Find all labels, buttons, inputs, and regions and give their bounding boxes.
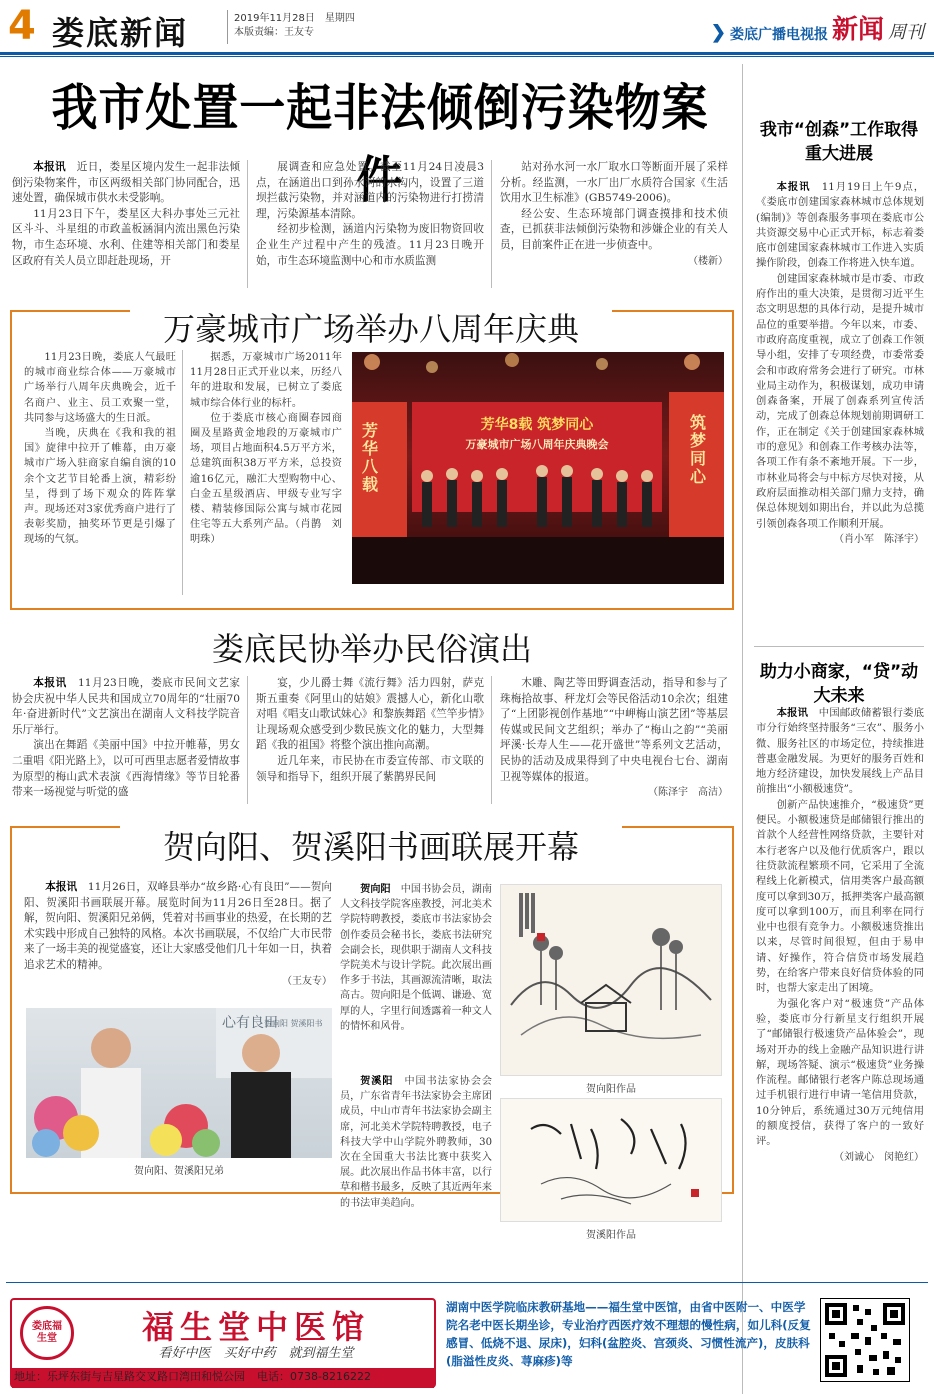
side2-headline: 助力小商家，“贷”动大未来 [759,662,919,706]
frame-top-left [10,310,130,312]
ad-contact [14,1368,434,1384]
article3-col2 [256,676,484,806]
article3-headline: 娄底民协举办民俗演出 [211,630,532,668]
lead-label: 本报讯 [33,161,66,173]
article-credit: （楼新） [688,255,728,267]
stage-title: 芳华8载 筑梦同心 [480,417,594,433]
header-rule-thin [0,56,934,57]
masthead-right [711,14,924,44]
paragraph: 经初步检测，涵道内污染物为废旧物资回收企业生产过程中产生的残渣。11月23日晚开始，市生态环境监测中心和市水质监测 [256,223,484,267]
paragraph: 位于娄底市核心商圈春园商圈及星路黄金地段的万豪城市广场，项目占地面积4.5万平方米，总建筑面积38万平方米，总投资逾16亿元，融汇大型购物中心、白金五星级酒店、甲级专业写字楼、精装修国际公寓与城市花园住宅等五大系列产品。 [190,412,342,531]
article-credit: （肖小军 陈泽宇） [834,533,924,545]
landscape-painting-illustration [501,885,723,1077]
paragraph: 近日，娄星区境内发生一起非法倾倒污染物案件，市区两级相关部门协同配合，迅速处置，确保城市供水未受影响。 [12,161,241,205]
paragraph: 中国书协会员，湖南人文科技学院客座教授，河北美术学院特聘教授，娄底市书法家协会创作委员会秘书长，娄底书法研究会副会长，现供职于湖南人文科技学院美术与设计学院。此次展出画作多于书法，其画源流清晰，取法高古。贺向阳是个低调、谦逊、宽厚的人，字里行间透露着一种文人的情怀和风骨。 [340,884,493,1032]
bio2 [340,1074,493,1209]
stage-subtitle: 万豪城市广场八周年庆典晚会 [465,438,609,451]
article2-col2 [190,350,342,595]
frame-top-right [622,826,734,828]
brothers-illustration [26,1008,332,1158]
ad-clinic-name: 福生堂中医馆 [141,1308,370,1346]
bio-name: 贺溪阳 [360,1076,394,1087]
celebration-photo [352,352,724,584]
article-credit: （刘诚心 闵艳红） [834,1151,924,1163]
paragraph: 近几年来，市民协在市委宣传部、市文联的领导和指导下，组织开展了紫鹊界民间 [256,754,484,783]
paragraph: 11月19日上午9点，《娄底市创建国家森林城市总体规划(编制)》等创森服务事项在娄底市公共资源交易中心正式开标，标志着娄底市创建国家森林城市工作进入实质操作阶段，创森工作将进入快车道。 [756,181,925,270]
ad-phone: 电话：0738-8216222 [257,1370,371,1383]
page-number: 4 [8,3,36,49]
frame-top-right [612,310,734,312]
calligraphy-painting-illustration [501,1099,723,1223]
section-title: 娄底新闻 [52,14,189,52]
lead-label: 本报讯 [33,677,67,689]
ad-description: 湖南中医学院临床教研基地——福生堂中医馆，由省中医附一、中医学院名老中医长期坐诊，专业治疗西医疗效不理想的慢性病，如儿科(反复感冒、低烧不退、尿床)，妇科(盆腔炎、宫颈炎、习惯性流产)，皮肤科(脂溢性皮炎、荨麻疹)等 [446,1300,811,1368]
right-banner: 筑梦同心 [690,413,707,486]
station-name: 娄底广播电视报 [729,27,828,43]
issue-date: 2019年11月28日 星期四 [234,13,355,24]
article3-col1 [12,676,240,806]
painting1-caption: 贺向阳作品 [586,1084,636,1095]
backdrop-text: 心有良田 [222,1015,278,1031]
lead-label: 本报讯 [45,881,78,893]
brothers-photo [26,1008,332,1158]
frame-top-left [10,826,120,828]
paragraph: 创新产品快速推介，“极速贷”更便民。小额极速贷是邮储银行推出的首款个人经营性网络贷款，主要针对本行老客户以及他行优质客户，跟以往贷款流程繁琐不同，它采用了全流程线上化新模式，信用类客户最高额度可以拿到30万，抵押类客户最高额度可以拿到100万，而且利率在同行业中也很有竞争力。小额极速贷推出以来，尽管时间很短，但由于易申请、好操作，符合信贷市场发展趋势，在给客户带来良好信贷体验的同时，也帮大家走出了困境。 [756,798,924,995]
paragraph: 宴，少儿爵士舞《流行舞》活力四射，萨克斯五重奏《阿里山的姑娘》震撼人心，新化山歌对唱《唱支山歌试妹心》和黎族舞蹈《竺竿步情》让现场观众感受到少数民族文化的魅力，大型舞蹈《我的祖国》将整个演出推向高潮。 [256,677,484,752]
article1-headline: 我市处置一起非法倾倒污染物案件 [51,79,709,209]
paragraph: 为强化客户对“极速贷”产品体验，娄底市分行新星支行组织开展了“邮储银行极速贷产品体验会”，现场对开办的线上金融产品知识进行讲解，现场答疑、演示“极速贷”业务操作流程。邮储银行老客户陈总现场通过手机银行进行申请一笔信用贷款，10分钟后，系统通过30万元纯信用的额度授信，获得了客户的一致好评。 [756,997,924,1148]
article1-col2 [256,160,484,288]
paragraph: 11月26日，双峰县举办“故乡路·心有良田”——贺向阳、贺溪阳书画联展开幕。展览时间为11月26日至28日。据了解，贺向阳、贺溪阳兄弟俩，凭着对书画事业的热爱，在长期的艺术实践中形成自己独特的风格。本次书画联展，不仅给广大市民带来了一场丰美的视觉盛宴，还让大家感受他们几十年如一日，执着追求艺术的精神。 [24,881,333,971]
bio1 [340,882,492,1062]
chevron-icon: ❯ [710,22,726,43]
header-date-block [234,12,355,40]
bio-name: 贺向阳 [360,884,391,895]
ad-seal-text: 娄底福生堂 [32,1321,62,1344]
side1-headline: 我市“创森”工作取得重大进展 [759,120,919,164]
article4-intro [24,880,332,1008]
header-separator [227,10,228,44]
lead-label: 本报讯 [776,181,811,193]
article3-col3 [500,676,728,806]
column-rule [182,350,183,595]
article2-headline: 万豪城市广场举办八周年庆典 [162,310,579,348]
lead-label: 本报讯 [776,707,809,719]
paragraph: 11月23日下午，娄星区大科办事处三元社区斗斗、斗星组的市政盖板涵洞内流出黑色污染物，市生态环境、水利、住建等相关部门和娄星区政府有关人员立即赶赴现场，开 [12,207,240,267]
paragraph: 经公安、生态环境部门调查摸排和技术侦查，已抓获非法倾倒污染物和涉嫌企业的有关人员，目前案件正在进一步侦查中。 [500,207,728,251]
article1-col1 [12,160,240,288]
column-rule [247,676,248,804]
header-rule [0,52,934,55]
painting2-caption: 贺溪阳作品 [586,1230,636,1241]
paragraph: 中国邮政储蓄银行娄底市分行始终坚持服务“三农”、服务小微、服务社区的市场定位，持续推进普惠金融发展。为更好的服务百姓和地方经济建设，加快发展线上产品目前推出“小额极速贷”。 [756,707,924,796]
sidebar-rule [742,64,743,1394]
editor-credit: 本版责编：王友专 [234,27,314,38]
brothers-caption: 贺向阳、贺溪阳兄弟 [134,1166,224,1177]
backdrop-text-2: 贺向阳 贺溪阳书 [264,1019,323,1028]
article1-col3 [500,160,728,288]
side1-body [756,180,924,640]
article4-headline: 贺向阳、贺溪阳书画联展开幕 [162,828,579,866]
painting2 [500,1098,722,1222]
sidebar-divider [754,646,924,647]
paragraph: 中国书法家协会会员，广东省青年书法家协会主席团成员，中山市青年书法家协会副主席，河北美术学院特聘教授，电子科技大学中山学院外聘教师，30次在全国重大书法比赛中获奖入展。此次展出作品书体丰富，以行草和楷书最多，反映了其近两年来的书法审美趋向。 [340,1076,493,1209]
column-rule [491,160,492,288]
paragraph: 11月23日晚，娄底人气最旺的城市商业综合体——万豪城市广场举行八周年庆典晚会，近千名商户、业主、员工欢聚一堂，共同参与这场盛大的生日派。 [24,352,176,424]
column-rule [491,676,492,804]
paragraph: 木雕、陶艺等田野调查活动，指导和参与了珠梅拾故事、秤龙灯会等民俗活动10余次；组建了“上团影视创作基地”“中岬梅山演艺团”等基层传媒或民间文艺组织；举办了“梅山之韵”“美丽坪溪·长寿人生——花开盛世”等系列文艺活动，民协的活动及成果得到了中央电视台七台、湖南卫视等媒体的报道。 [500,677,728,783]
celebration-stage-illustration [352,352,724,584]
ad-address: 地址：乐坪东街与吉星路交叉路口湾田和悦公园 [14,1370,245,1383]
paragraph: 创建国家森林城市是市委、市政府作出的重大决策，是贯彻习近平生态文明思想的具体行动，是提升城市品位的重要举措。今年以来，市委、市政府高度重视，成立了创森工作领导小组，安排了专项经费，市委常委会和市政府常务会进行了研究。市林业局主动作为，积极谋划，成功申请创森备案，开展了创森系列宣传活动，完成了创森总体规划前期调研工作，正在制定《关于创建国家森林城市的意见》和创森工作考核办法等，各项工作有条不紊地开展。下一步，市林业局将会与中标方尽快对接，从政府层面推动相关部门鼎力支持，确保总体规划如期出台，并以此为总揽引领创森各项工作顺利开展。 [756,272,924,530]
paragraph: 据悉，万豪城市广场2011年11月28日正式开业以来，历经八年的进取和发展，已树立了娄底城市综合体行业的标杆。 [190,352,342,409]
article-credit: （肖鹊 刘明珠） [190,519,342,546]
article-credit: （陈泽宇 高洁） [648,787,728,799]
article-credit: （王友专） [282,975,332,987]
qr-code-pattern [821,1299,909,1381]
qr-code-icon [820,1298,910,1382]
paragraph: 展调查和应急处置。截至11月24日凌晨3点，在涵道出口到孙水河的水沟内，设置了三道坝拦截污染物，并对涵道内的污染物进行打捞清理，污染源基本清除。 [256,161,484,220]
paragraph: 站对孙水河一水厂取水口等断面开展了采样分析。经监测，一水厂出厂水质符合国家《生活饮用水卫生标准》(GB5749-2006)。 [500,161,728,205]
paragraph: 当晚，庆典在《我和我的祖国》旋律中拉开了帷幕，由万豪城市广场入驻商家自编自演的10余个文艺节目轮番上演，精彩纷呈，得到了场下观众的阵阵掌声。现场还对3家优秀商户进行了表彰奖励，抽奖环节更是引爆了现场的气氛。 [24,428,176,546]
masthead-weekly: 周刊 [888,22,924,43]
article2-col1 [24,350,176,595]
ad-slogan: 看好中医 买好中药 就到福生堂 [158,1346,354,1361]
masthead-news: 新闻 [831,15,884,45]
side2-body [756,706,924,1274]
ad-seal-logo [20,1306,74,1360]
left-banner: 芳华八载 [362,421,379,494]
paragraph: 演出在舞蹈《美丽中国》中拉开帷幕，男女二重唱《阳光路上》，以可可西里志愿者爱情故事为原型的梅山武术表演《西海情缘》等节目轮番带来一场视觉与听觉的盛 [12,739,240,799]
column-rule [247,160,248,288]
painting1 [500,884,722,1076]
ad-top-rule [6,1282,928,1283]
paragraph: 11月23日晚，娄底市民间文艺家协会庆祝中华人民共和国成立70周年的“壮丽70年·奋进新时代”文艺演出在湖南人文科技学院音乐厅举行。 [12,677,240,736]
